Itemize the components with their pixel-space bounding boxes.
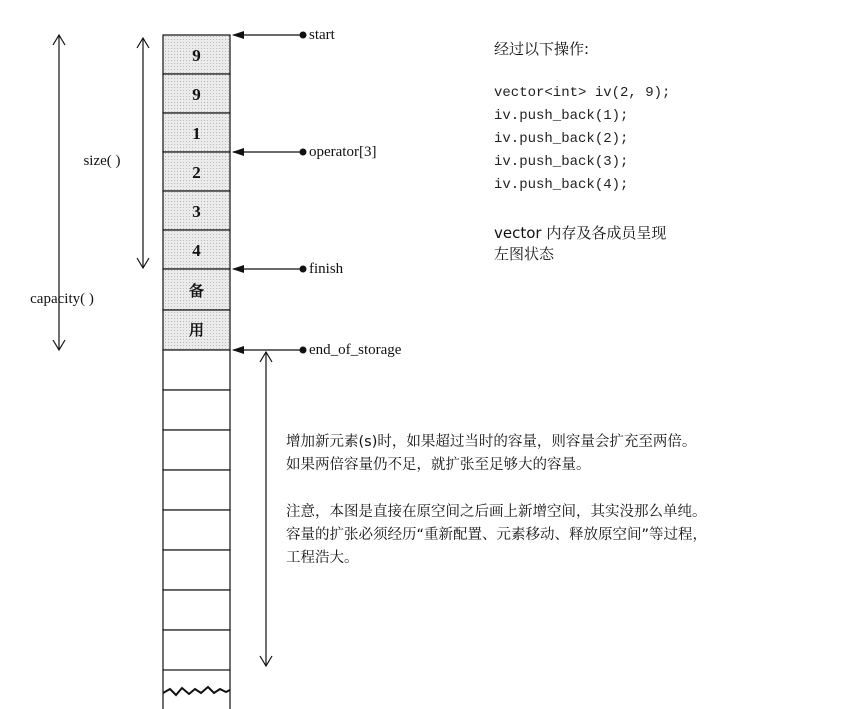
operator-pointer	[232, 148, 307, 156]
cell-value-4: 3	[192, 202, 201, 221]
code-block	[494, 82, 670, 197]
caution-note-line-3: 工程浩大。	[286, 550, 359, 566]
break-line-icon	[163, 687, 230, 695]
cell-value-3: 2	[192, 163, 201, 182]
new-cell	[163, 550, 230, 590]
new-cell	[163, 470, 230, 510]
code-line: vector<int> iv(2, 9);	[494, 85, 671, 101]
growth-note-line-1: 增加新元素(s)时，如果超过当时的容量，则容量会扩充至两倍。	[286, 434, 697, 450]
start-label: start	[309, 27, 335, 43]
operator-label: operator[3]	[309, 144, 377, 160]
growth-span-arrow	[260, 352, 272, 666]
state-note-line-2: 左图状态	[494, 245, 555, 263]
cell-value-2: 1	[192, 124, 201, 143]
cell-value-5: 4	[192, 241, 201, 260]
spare-char-1: 用	[188, 321, 205, 339]
finish-label: finish	[309, 261, 344, 277]
code-line: iv.push_back(1);	[494, 108, 629, 124]
size-bracket	[137, 38, 149, 268]
new-cell	[163, 510, 230, 550]
new-cell	[163, 430, 230, 470]
new-cell	[163, 590, 230, 630]
size-label: size( )	[83, 153, 121, 169]
operations-heading: 经过以下操作:	[494, 40, 590, 58]
new-cell	[163, 350, 230, 390]
end-of-storage-label: end_of_storage	[309, 342, 402, 358]
spare-char-0: 备	[188, 282, 205, 300]
capacity-label: capacity( )	[30, 291, 94, 307]
finish-pointer	[232, 265, 307, 273]
code-line: iv.push_back(4);	[494, 177, 629, 193]
growth-note-line-2: 如果两倍容量仍不足，就扩张至足够大的容量。	[286, 457, 591, 473]
new-cell	[163, 630, 230, 670]
state-note-line-1: vector 内存及各成员呈现	[494, 224, 667, 242]
caution-note-line-2: 容量的扩张必须经历“重新配置、元素移动、释放原空间”等过程，	[286, 527, 708, 543]
caution-note-line-1: 注意，本图是直接在原空间之后画上新增空间，其实没那么单纯。	[286, 504, 707, 520]
cell-value-1: 9	[192, 85, 201, 104]
start-pointer	[232, 31, 307, 39]
cell-value-0: 9	[192, 46, 201, 65]
new-cell	[163, 390, 230, 430]
end-of-storage-pointer	[232, 346, 307, 354]
code-line: iv.push_back(3);	[494, 154, 629, 170]
code-line: iv.push_back(2);	[494, 131, 629, 147]
